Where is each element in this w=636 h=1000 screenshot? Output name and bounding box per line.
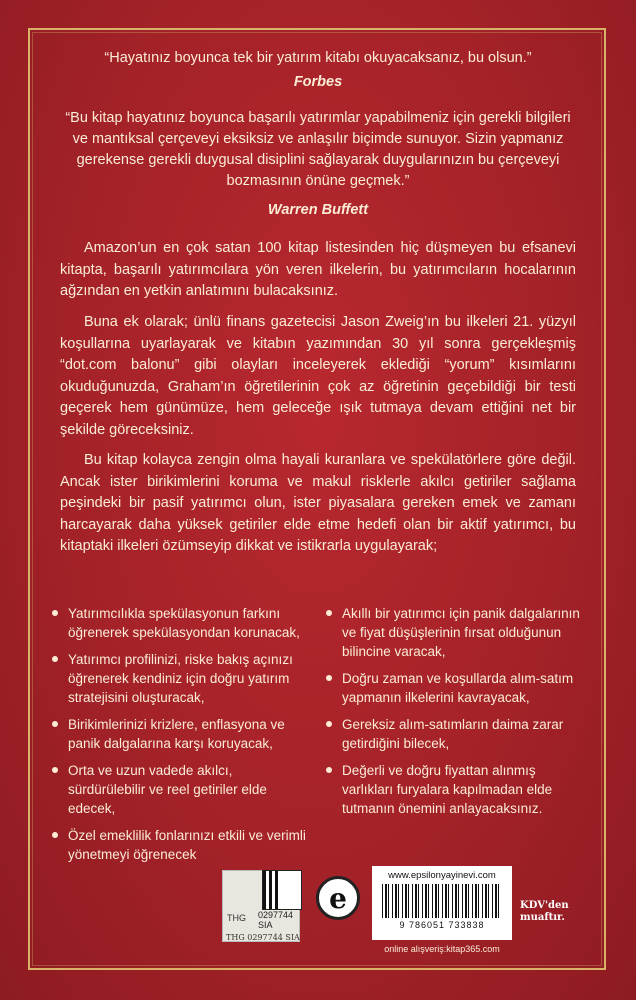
quote-forbes: “Hayatınız boyunca tek bir yatırım kitabı okuyacaksanız, bu olsun.” [104, 50, 532, 66]
list-item: Gereksiz alım-satımların daima zarar getirdiğini bilecek, [322, 715, 582, 753]
bullet-icon [52, 656, 58, 662]
paragraph-1: Amazon’un en çok satan 100 kitap listesinden hiç düşmeyen bu efsanevi kitapta, başarılı yatırımcılara yön veren ilkelerin, bu yatırımcıların hocalarının ağzından en yetkin anlatımını bulacaksınız. [60, 240, 576, 299]
bullet-list-right [322, 604, 582, 826]
bullet-icon [52, 832, 58, 838]
library-sticker: THG [222, 870, 300, 942]
bullet-list-left [48, 604, 308, 872]
barcode-bars [382, 884, 502, 918]
list-item: Birikimlerinizi krizlere, enflasyona ve panik dalgalarına karşı koruyacak, [48, 715, 308, 753]
epsilon-logo-icon: e [316, 876, 360, 920]
bullet-icon [326, 767, 332, 773]
paragraph-2: Buna ek olarak; ünlü finans gazetecisi Jason Zweig’ın bu ilkeleri 21. yüzyıl koşullarına uyarlayarak ve kitabın yazımından 30 yıl sonra gerçekleşmiş “dot.com balonu” gibi olayları inceleyerek eklediği “yorum” kısımlarını okuduğunuzda, Graham’ın öğretilerinin çok az öğretinin geçebildiği bir testi geçerek hem günümüze, hem geleceğe ışık tutmaya devam ettiğini net bir şekilde göreceksiniz. [60, 314, 576, 438]
sticker-text: 0297744 SIA [258, 910, 294, 930]
bullet-icon [52, 767, 58, 773]
qr-code-icon [262, 870, 302, 910]
list-item: Değerli ve doğru fiyattan alınmış varlıkları furyalara kapılmadan elde tutmanın önemini anlayacaksınız. [322, 761, 582, 818]
list-item: Orta ve uzun vadede akılcı, sürdürülebilir ve reel getiriler elde edecek, [48, 761, 308, 818]
attribution-buffett: Warren Buffett [267, 202, 369, 218]
online-store-text: online alışveriş:kitap365.com [384, 944, 500, 954]
bullet-icon [326, 721, 332, 727]
sticker-code: THG 0297744 SIA [226, 933, 300, 942]
attribution-forbes: Forbes [293, 74, 343, 90]
list-item: Yatırımcılıkla spekülasyonun farkını öğrenerek spekülasyondan korunacak, [48, 604, 308, 642]
bullet-icon [52, 610, 58, 616]
bullet-icon [326, 610, 332, 616]
paragraph-3: Bu kitap kolayca zengin olma hayali kuranlara ve spekülatörlere göre değil. Ancak ister birikimlerini koruma ve makul risklerle akılcı getiriler sağlama peşindeki bir pasif yatırımcı olun, ister piyasalara gereken emek ve zamanı harcayarak daha yüksek getiriler elde etme hedefi olan bir aktif yatırımcı, bu kitaptaki ilkeleri özümseyip dikkat ve istikrarla uygulayarak; [60, 452, 576, 554]
list-item: Akıllı bir yatırımcı için panik dalgalarının ve fiyat düşüşlerinin fırsat olduğunun bilincine varacak, [322, 604, 582, 661]
list-item: Doğru zaman ve koşullarda alım-satım yapmanın ilkelerini kavrayacak, [322, 669, 582, 707]
bullet-icon [52, 721, 58, 727]
list-item: Özel emeklilik fonlarınızı etkili ve verimli yönetmeyi öğrenecek [48, 826, 308, 864]
tax-exempt-label: KDV'den muaftır. [520, 900, 569, 923]
quote-buffett: “Bu kitap hayatınız boyunca başarılı yatırımlar yapabilmeniz için gerekli bilgileri ve mantıksal çerçeveyi eksiksiz ve anlaşılır biçimde sunuyor. Sizin yapmanız gerekense gerekli duygusal disiplini sağlayarak duygularınızın bu çerçeveyi bozmasının önüne geçmek.” [65, 110, 571, 189]
isbn-number: 9 786051 733838 [399, 920, 485, 930]
list-item: Yatırımcı profilinizi, riske bakış açınızı öğrenerek kendiniz için doğru yatırım stratejisini oluşturacak, [48, 650, 308, 707]
barcode [372, 866, 512, 940]
publisher-url: www.epsilonyayinevi.com [388, 870, 496, 881]
bullet-icon [326, 675, 332, 681]
